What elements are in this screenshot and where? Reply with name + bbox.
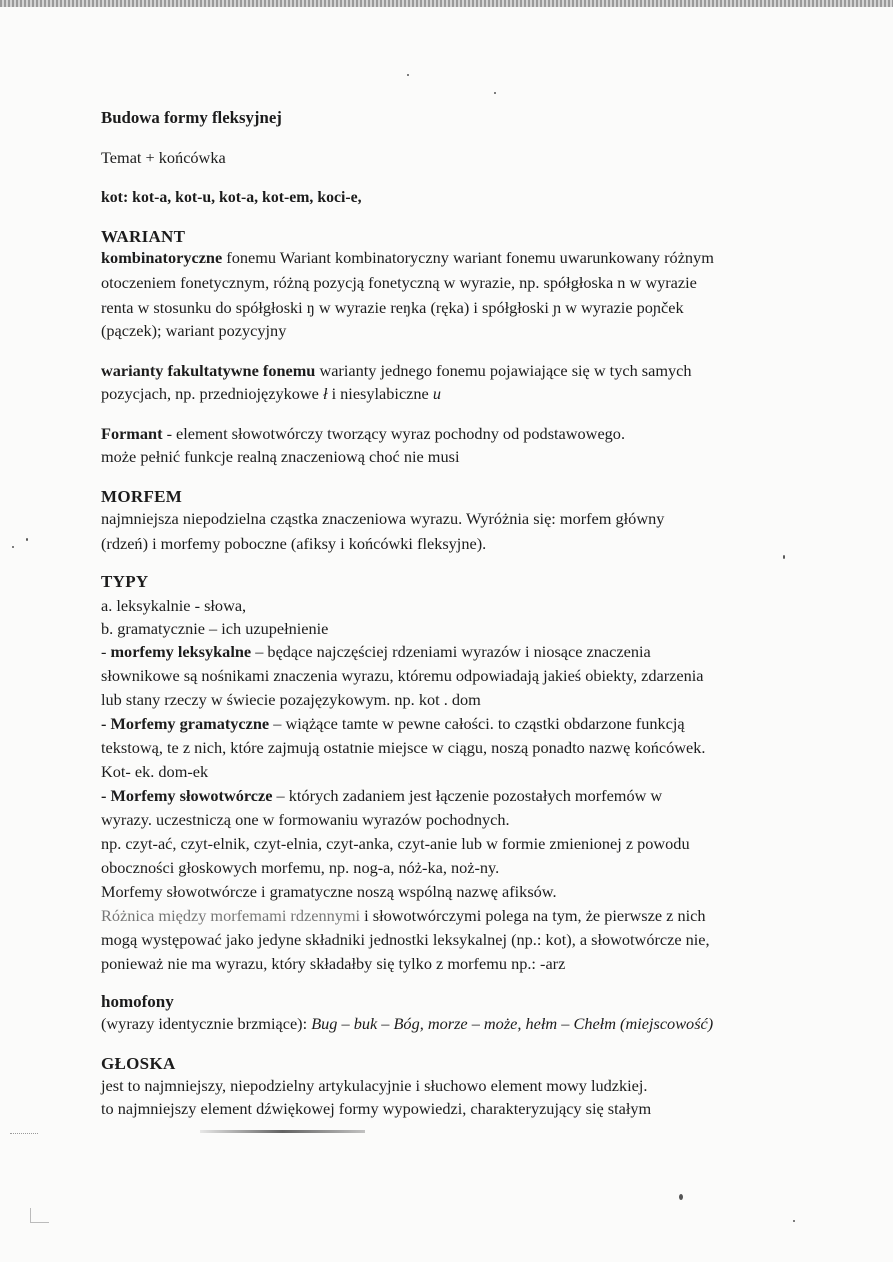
wariant-term: kombinatoryczne [101,248,223,267]
gramatyczne-line-1: - Morfemy gramatyczne – wiążące tamte w pewne całości. to cząstki obdarzone funkcją [101,714,685,733]
wariant-line-2: otoczeniem fonetycznym, różną pozycją fonetyczną w wyrazie, np. spółgłoska n w wyrazie [101,273,697,292]
fakultatywne-line-1: warianty fakultatywne fonemu warianty jednego fonemu pojawiające się w tych samych [101,361,692,380]
gloska-line-2: to najmniejszy element dźwiękowej formy wypowiedzi, charakteryzujący się stałym [101,1099,652,1118]
roznica-line-1: Różnica między morfemami rdzennymi i słowotwórczymi polega na tym, że pierwsze z nich [101,906,706,925]
scan-smudge [200,1130,365,1133]
fakultatywne-term: warianty fakultatywne fonemu [101,361,316,380]
u-symbol: u [432,384,441,403]
scan-speck [783,555,785,559]
scan-corner-mark [30,1208,49,1223]
wariant-line-1: kombinatoryczne fonemu Wariant kombinatoryczny wariant fonemu uwarunkowany różnym [101,248,714,267]
typy-b: b. gramatycznie – ich uzupełnienie [101,619,329,638]
slowotworcze-line-1: - Morfemy słowotwórcze – których zadaniem jest łączenie pozostałych morfemów w [101,786,663,805]
morfem-heading: MORFEM [101,487,183,506]
formant-line-1: Formant - element słowotwórczy tworzący wyraz pochodny od podstawowego. [101,424,626,443]
leksykalne-line-2: słownikowe są nośnikami znaczenia wyrazu, któremu odpowiadają jakieś obiekty, zdarzenia [101,666,704,685]
gramatyczne-line-3: Kot- ek. dom-ek [101,762,209,781]
scan-speck [793,1220,795,1222]
typy-heading: TYPY [101,572,149,591]
homofony-line: (wyrazy identycznie brzmiące): Bug – buk – Bóg, morze – może, hełm – Chełm (miejscowość) [101,1014,714,1033]
wariant-line-3: renta w stosunku do spółgłoski ŋ w wyrazie reŋka (ręka) i spółgłoski ɲ w wyrazie poɲček [101,298,684,317]
gloska-heading: GŁOSKA [101,1054,176,1073]
wariant-heading: WARIANT [101,227,186,246]
gramatyczne-term: - Morfemy gramatyczne [101,714,270,733]
slowotworcze-term: - Morfemy słowotwórcze [101,786,273,805]
gloska-line-1: jest to najmniejszy, niepodzielny artykulacyjnie i słuchowo element mowy ludzkiej. [101,1076,648,1095]
wariant-line-4: (pączek); wariant pozycyjny [101,321,287,340]
fakultatywne-line-2: pozycjach, np. przedniojęzykowe ł i niesylabiczne u [101,384,441,403]
kot-example: kot: kot-a, kot-u, kot-a, kot-em, koci-e, [101,189,362,206]
scan-speck [494,92,496,94]
formant-term: Formant [101,424,163,443]
gramatyczne-line-2: tekstową, te z nich, które zajmują ostatnie miejsce w ciągu, noszą ponadto nazwę końcówek. [101,738,706,757]
l-symbol: ł [322,384,328,403]
typy-a: a. leksykalnie - słowa, [101,596,247,615]
scan-speck [26,538,28,541]
slowotworcze-line-3: np. czyt-ać, czyt-elnik, czyt-elnia, czyt-anka, czyt-anie lub w formie zmienionej z powodu [101,834,690,853]
slowotworcze-line-2: wyrazy. uczestniczą one w formowaniu wyrazów pochodnych. [101,810,510,829]
scan-edge [0,0,893,7]
roznica-line-3: ponieważ nie ma wyrazu, który składałby się tylko z morfemu np.: -arz [101,954,566,973]
morfem-line-1: najmniejsza niepodzielna cząstka znaczeniowa wyrazu. Wyróżnia się: morfem główny [101,509,665,528]
roznica-line-2: mogą występować jako jedyne składniki jednostki leksykalnej (np.: kot), a słowotwórcze nie, [101,930,710,949]
leksykalne-term: morfemy leksykalne [110,642,252,661]
document-title: Budowa formy fleksyjnej [101,108,282,127]
scan-speck [407,74,409,76]
afiksy-line: Morfemy słowotwórcze i gramatyczne noszą wspólną nazwę afiksów. [101,882,557,901]
morfem-line-2: (rdzeń) i morfemy poboczne (afiksy i końcówki fleksyjne). [101,534,487,553]
homofony-examples: Bug – buk – Bóg, morze – może, hełm – Chełm (miejscowość) [311,1014,714,1033]
scan-speck [679,1194,683,1200]
homofony-heading: homofony [101,992,174,1011]
temat-line: Temat + końcówka [101,148,226,167]
slowotworcze-line-4: oboczności głoskowych morfemu, np. nog-a, nóż-ka, noż-ny. [101,858,500,877]
scan-speck [12,546,14,548]
leksykalne-line-3: lub stany rzeczy w świecie pozajęzykowym. np. kot . dom [101,690,481,709]
formant-line-2: może pełnić funkcje realną znaczeniową choć nie musi [101,447,460,466]
leksykalne-line-1: - morfemy leksykalne – będące najczęściej rdzeniami wyrazów i niosące znaczenia [101,642,651,661]
scan-dots [10,1133,38,1135]
